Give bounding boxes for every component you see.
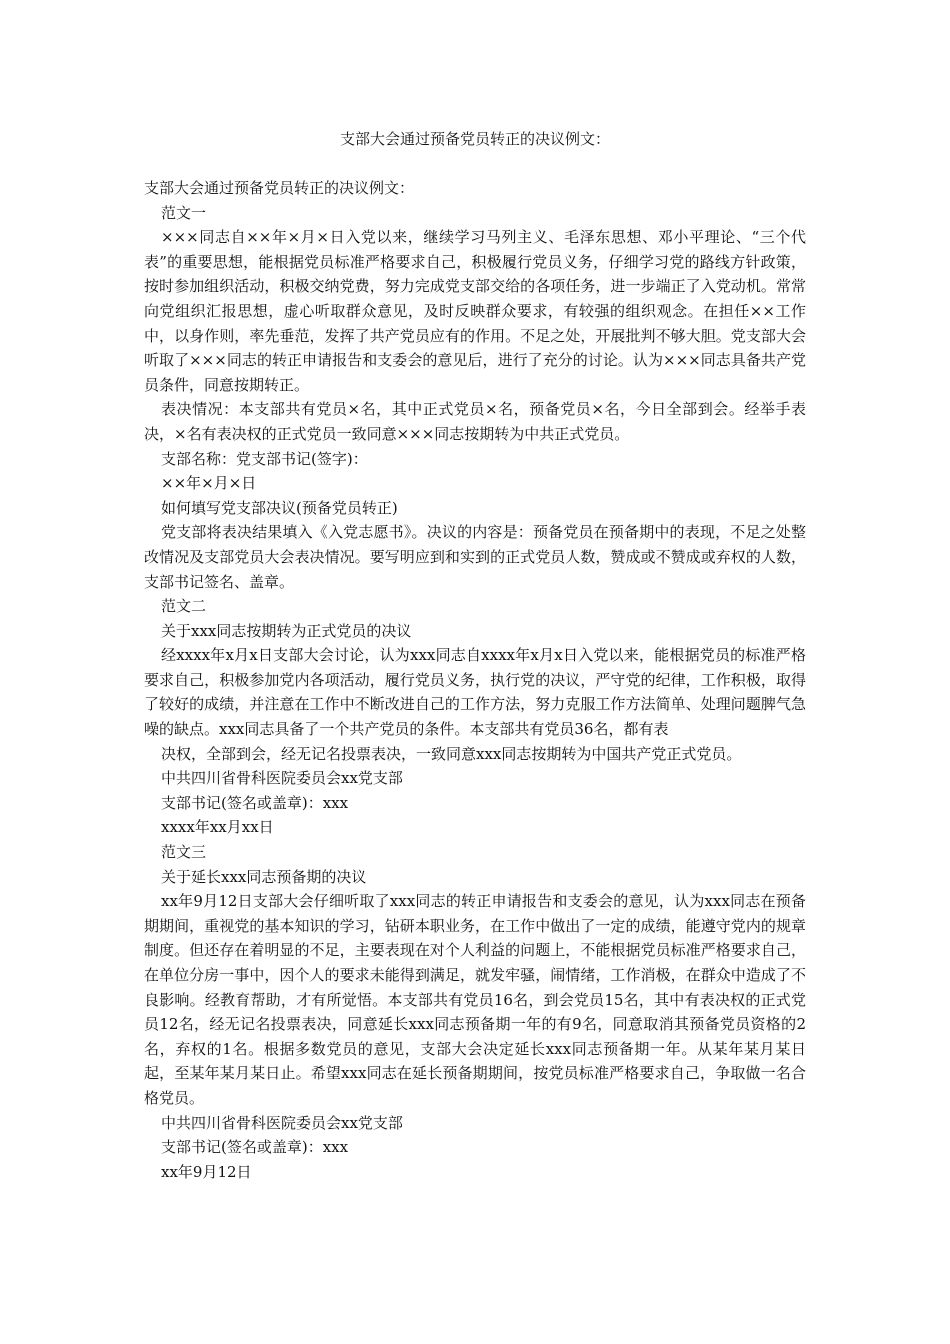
paragraph: 决权，全部到会，经无记名投票表决，一致同意xxx同志按期转为中国共产党正式党员。 [161,744,742,763]
paragraph: 中共四川省骨科医院委员会xx党支部 [161,1113,403,1132]
paragraph: 关于xxx同志按期转为正式党员的决议 [161,621,412,640]
paragraph: 支部书记(签名或盖章)：xxx [161,793,349,812]
paragraph: 经xxxx年x月x日支部大会讨论，认为xxx同志自xxxx年x月x日入党以来，能根据党员的标准严格要求自己，积极参加党内各项活动，履行党员义务，执行党的决议，严守党的纪律，工作积极，取得了较好的成绩，并注意在工作中不断改进自己的工作方法，努力克服工作方法简单、处理问题脾气急噪的缺点。xxx同志具备了一个共产党员的条件。本支部共有党员36名，都有表 [144,646,806,739]
paragraph: 党支部将表决结果填入《入党志愿书》。决议的内容是：预备党员在预备期中的表现，不足之处整改情况及支部党员大会表决情况。要写明应到和实到的正式党员人数，赞成或不赞成或弃权的人数，支部书记签名、盖章。 [144,523,806,591]
paragraph: xxxx年xx月xx日 [161,818,274,837]
paragraph: 如何填写党支部决议(预备党员转正) [161,498,398,517]
paragraph: 中共四川省骨科医院委员会xx党支部 [161,769,403,788]
paragraph: 关于延长xxx同志预备期的决议 [161,867,367,886]
paragraph: ×××同志自××年×月×日入党以来，继续学习马列主义、毛泽东思想、邓小平理论、“三个代表”的重要思想，能根据党员标准严格要求自己，积极履行党员义务，仔细学习党的路线方针政策，按时参加组织活动，积极交纳党费，努力完成党支部交给的各项任务，进一步端正了入党动机。常常向党组织汇报思想，虚心听取群众意见，及时反映群众要求，有较强的组织观念。在担任××工作中，以身作则，率先垂范，发挥了共产党员应有的作用。不足之处，开展批判不够大胆。党支部大会听取了×××同志的转正申请报告和支委会的意见后，进行了充分的讨论。认为×××同志具备共产党员条件，同意按期转正。 [144,228,806,394]
paragraph: xx年9月12日 [161,1162,252,1181]
paragraph: 范文二 [161,597,207,616]
paragraph: 支部名称：党支部书记(签字)： [161,449,368,468]
paragraph: xx年9月12日支部大会仔细听取了xxx同志的转正申请报告和支委会的意见，认为xxx同志在预备期期间，重视党的基本知识的学习，钻研本职业务，在工作中做出了一定的成绩，能遵守党内的规章制度。但还存在着明显的不足，主要表现在对个人利益的问题上，不能根据党员标准严格要求自己，在单位分房一事中，因个人的要求未能得到满足，就发牢骚，闹情绪，工作消极，在群众中造成了不良影响。经教育帮助，才有所觉悟。本支部共有党员16名，到会党员15名，其中有表决权的正式党员12名，经无记名投票表决，同意延长xxx同志预备期一年的有9名，同意取消其预备党员资格的2名，弃权的1名。根据多数党员的意见，支部大会决定延长xxx同志预备期一年。从某年某月某日起，至某年某月某日止。希望xxx同志在延长预备期期间，按党员标准严格要求自己，争取做一名合格党员。 [144,892,806,1107]
paragraph: 支部书记(签名或盖章)：xxx [161,1138,349,1157]
paragraph: 范文一 [161,203,207,222]
paragraph: 范文三 [161,843,207,862]
paragraph: ××年×月×日 [161,474,257,493]
document-title: 支部大会通过预备党员转正的决议例文： [339,130,610,148]
paragraph: 表决情况：本支部共有党员×名，其中正式党员×名，预备党员×名，今日全部到会。经举手表决，×名有表决权的正式党员一致同意×××同志按期转为中共正式党员。 [144,400,806,443]
document-body [144,176,806,1184]
paragraph: 支部大会通过预备党员转正的决议例文： [144,179,415,197]
